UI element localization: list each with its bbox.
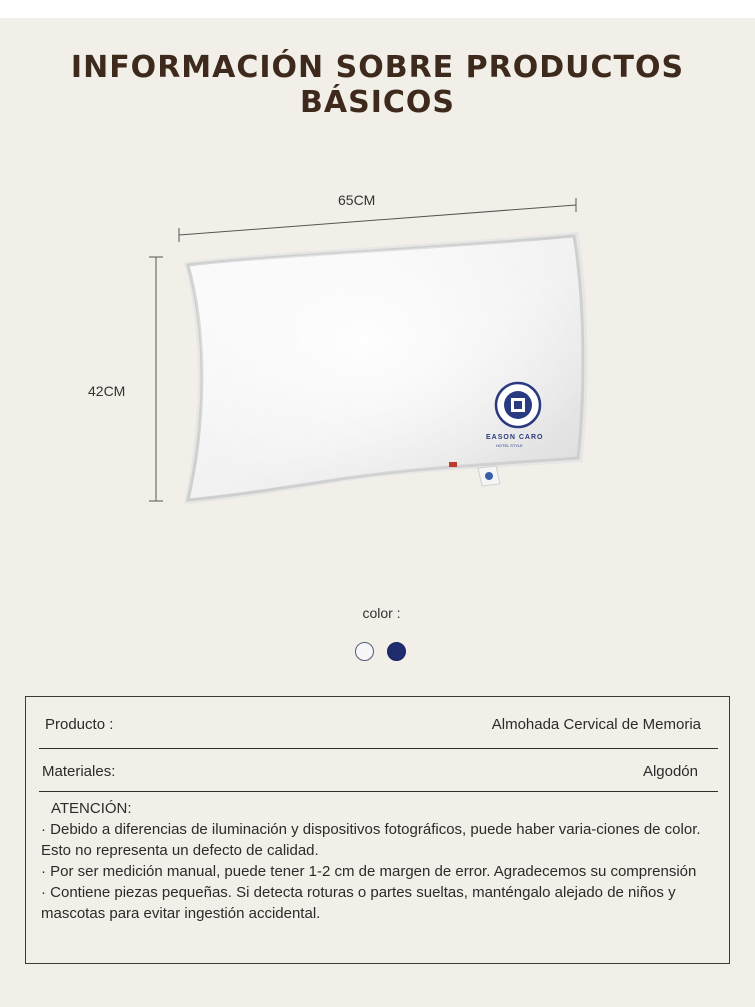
brand-subtext: HOTEL STYLE <box>496 443 523 448</box>
note-item: · Contiene piezas pequeñas. Si detecta roturas o partes sueltas, manténgalo alejado de niños y mascotas para evitar ingestión accidental. <box>41 884 676 922</box>
product-value: Almohada Cervical de Memoria <box>491 716 701 733</box>
page-title: INFORMACIÓN SOBRE PRODUCTOS BÁSICOS <box>70 50 685 120</box>
divider <box>39 791 718 792</box>
attention-notes <box>41 798 721 924</box>
note-item: · Por ser medición manual, puede tener 1-2 cm de margen de error. Agradecemos su comprensión <box>41 863 697 880</box>
brand-logo-icon <box>496 383 540 427</box>
attention-heading: ATENCIÓN: <box>51 800 132 817</box>
materials-label: Materiales: <box>42 763 116 780</box>
color-swatch-navy[interactable] <box>387 642 406 661</box>
height-label: 42CM <box>88 383 126 399</box>
brand-text: EASON CARO <box>486 434 544 441</box>
pillow-image <box>184 232 588 504</box>
height-dimension-line <box>149 257 163 501</box>
note-item: · Debido a diferencias de iluminación y dispositivos fotográficos, puede haber varia-ciones de color. Esto no representa un defecto de calidad. <box>41 821 701 859</box>
width-dimension-line <box>179 198 576 242</box>
divider <box>39 748 718 749</box>
materials-value: Algodón <box>642 763 698 780</box>
width-label: 65CM <box>338 192 376 208</box>
color-label: color : <box>362 605 401 621</box>
product-label: Producto : <box>45 716 114 733</box>
product-info-box <box>25 696 730 964</box>
color-swatch-white[interactable] <box>355 642 374 661</box>
